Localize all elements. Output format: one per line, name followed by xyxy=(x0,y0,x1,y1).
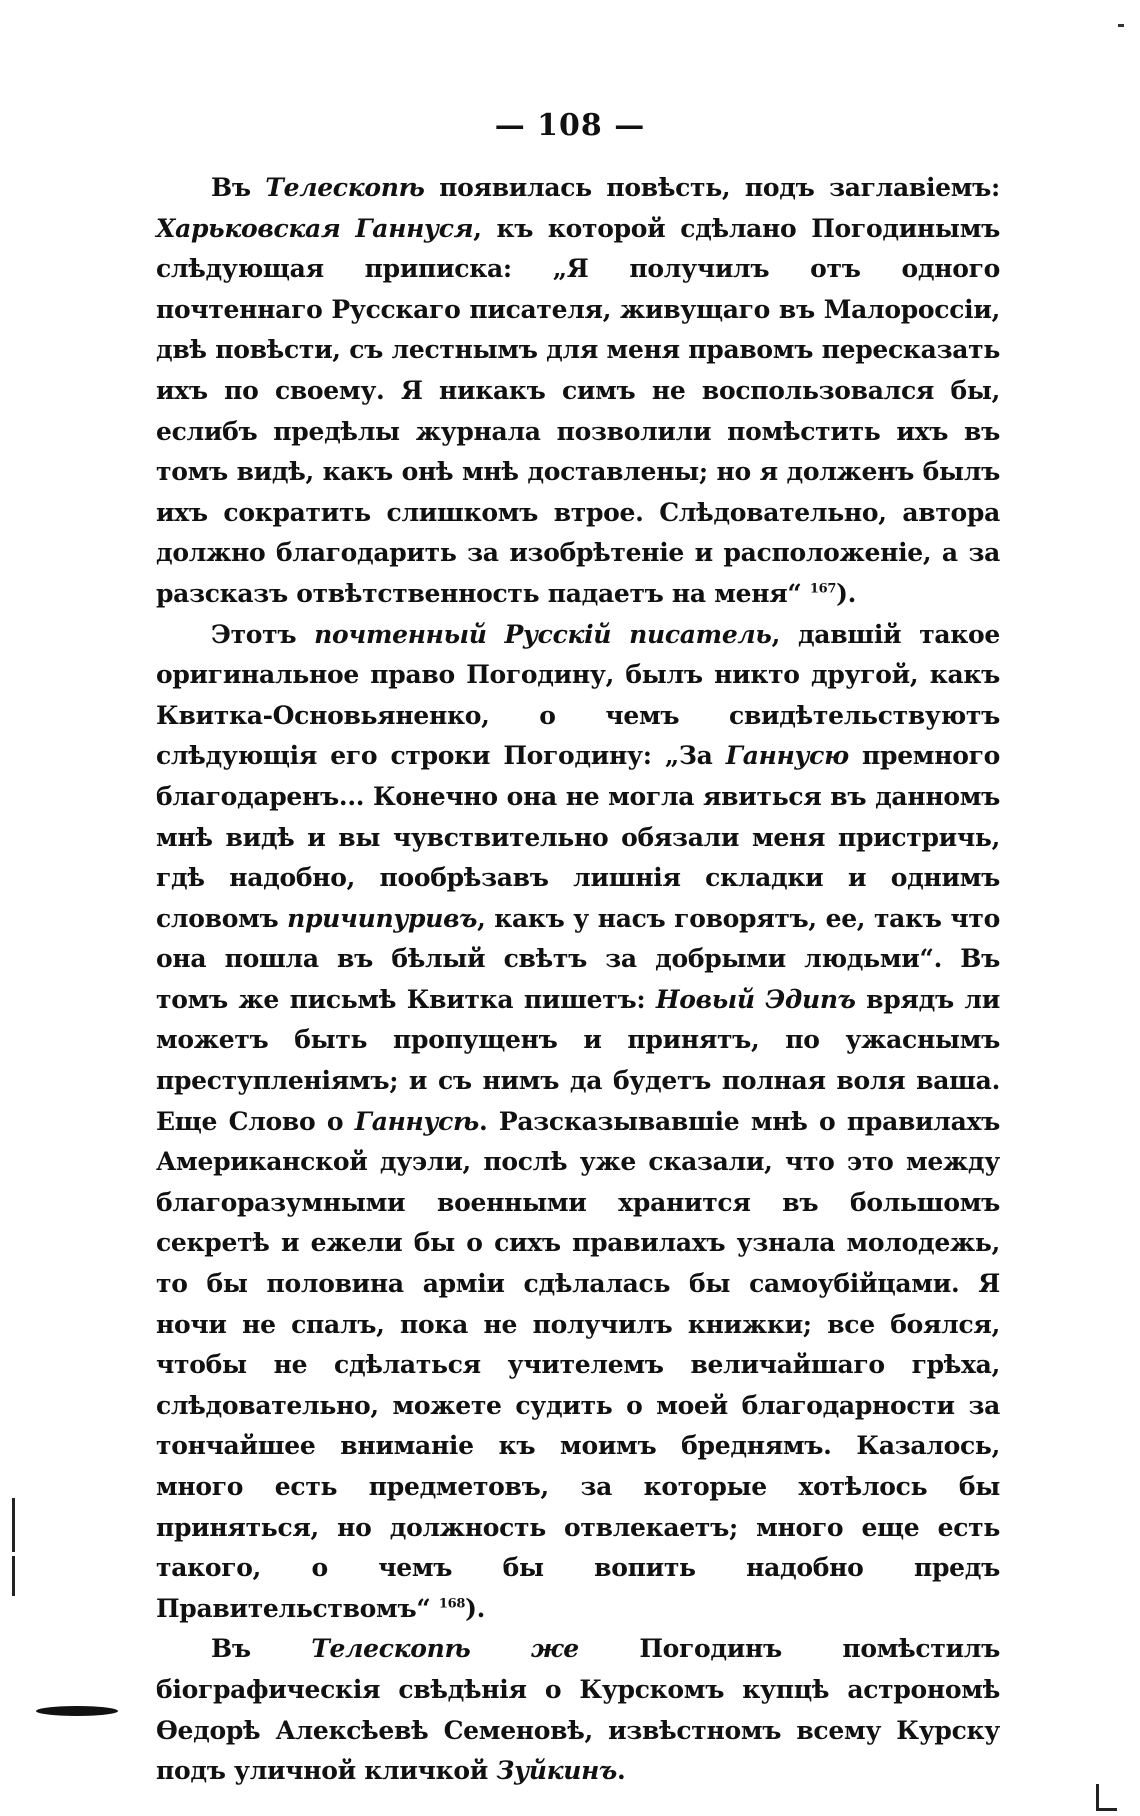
italic-title: Ганнусѣ xyxy=(354,1106,479,1136)
paragraph-3 xyxy=(156,1629,1000,1791)
italic-name: Зуйкинъ xyxy=(496,1756,617,1786)
text-run: Этотъ xyxy=(211,619,315,649)
text-run: премного благодаренъ... Конечно она не могла явиться въ данномъ мнѣ видѣ и вы чувствительно обязали меня пристричь, гдѣ надобно, пообрѣзавъ лишнія складки и однимъ словомъ xyxy=(156,741,1000,933)
text-run: Въ xyxy=(211,173,266,202)
text-run: ). xyxy=(836,578,857,608)
text-run: Погодинъ помѣстилъ біографическія свѣдѣнія о Курскомъ купцѣ астрономѣ Ѳедорѣ Алексѣевѣ Семеновѣ, извѣстномъ всему Курску подъ уличной кличкой xyxy=(156,1634,1000,1786)
italic-title: Телескопѣ же xyxy=(311,1634,579,1664)
paragraph-1 xyxy=(156,168,1000,615)
text-run: . Разсказывавшіе мнѣ о правилахъ Американской дуэли, послѣ уже сказали, что это между благоразумными военными хранится въ большомъ секретѣ и ежели бы о сихъ правилахъ узнала молодежь, то бы половина арміи сдѣлалась бы самоубійцами. Я ночи не спалъ, пока не получилъ книжки; все боялся, чтобы не сдѣлаться учителемъ величайшаго грѣха, слѣдовательно, можете судить о моей благодарности за тончайшее вниманіе къ моимъ бреднямъ. Казалось, много есть предметовъ, за которые хотѣлось бы приняться, но должность отвлекаетъ; много еще есть такого, о чемъ бы вопить надобно предъ Правительствомъ“ xyxy=(156,1106,1000,1623)
scan-mark-left-edge xyxy=(12,1556,15,1596)
scan-mark-top-right xyxy=(1118,24,1124,27)
text-run: , какъ у насъ говорятъ, ее, такъ что она пошла въ бѣлый свѣтъ за добрыми людьми“. Въ томъ же письмѣ Квитка пишетъ: xyxy=(156,903,1000,1014)
text-run: , къ которой сдѣлано Погодинымъ слѣдующая приписка: „Я получилъ отъ одного почтеннаго Русскаго писателя, живущаго въ Малороссіи, двѣ повѣсти, съ лестнымъ для меня правомъ пересказать ихъ по своему. Я никакъ симъ не воспользовался бы, еслибъ предѣлы журнала позволили помѣстить ихъ въ томъ видѣ, какъ онѣ мнѣ доставлены; но я долженъ былъ ихъ сократить слишкомъ втрое. Слѣдовательно, автора должно благодарить за изобрѣтеніе и расположеніе, а за разсказъ отвѣтственность падаетъ на меня“ xyxy=(156,213,1000,608)
text-run: . xyxy=(616,1756,626,1786)
italic-title: Новый Эдипъ xyxy=(655,984,856,1014)
text-run: появилась повѣсть, подъ заглавіемъ: xyxy=(424,173,1000,202)
italic-title: Телескопѣ xyxy=(265,173,425,202)
footnote-ref: 168 xyxy=(438,1596,466,1612)
footnote-ref: 167 xyxy=(809,581,837,597)
body-text xyxy=(156,168,1000,1792)
text-run: ). xyxy=(465,1593,486,1623)
scan-mark-left-edge xyxy=(12,1498,15,1552)
italic-phrase: почтенный Русскій писатель xyxy=(314,619,772,649)
italic-title: Харьковская Ганнуся xyxy=(156,213,474,243)
italic-title: Ганнусю xyxy=(725,741,849,771)
paragraph-2 xyxy=(156,615,1000,1630)
scan-ink-blot xyxy=(36,1706,118,1716)
text-run: , давшій такое оригинальное право Погодину, былъ никто другой, какъ Квитка-Основьяненко, о чемъ свидѣтельствуютъ слѣдующія его строки Погодину: „За xyxy=(156,619,1001,771)
italic-word: причипуривъ xyxy=(287,903,478,933)
text-run: Въ xyxy=(211,1634,312,1664)
text-run: врядъ ли можетъ быть пропущенъ и принятъ, по ужаснымъ преступленіямъ; и съ нимъ да будетъ полная воля ваша. Еще Слово о xyxy=(156,984,1000,1136)
page-number: — 108 — xyxy=(494,108,646,143)
scan-mark-bottom-right xyxy=(1096,1784,1117,1811)
